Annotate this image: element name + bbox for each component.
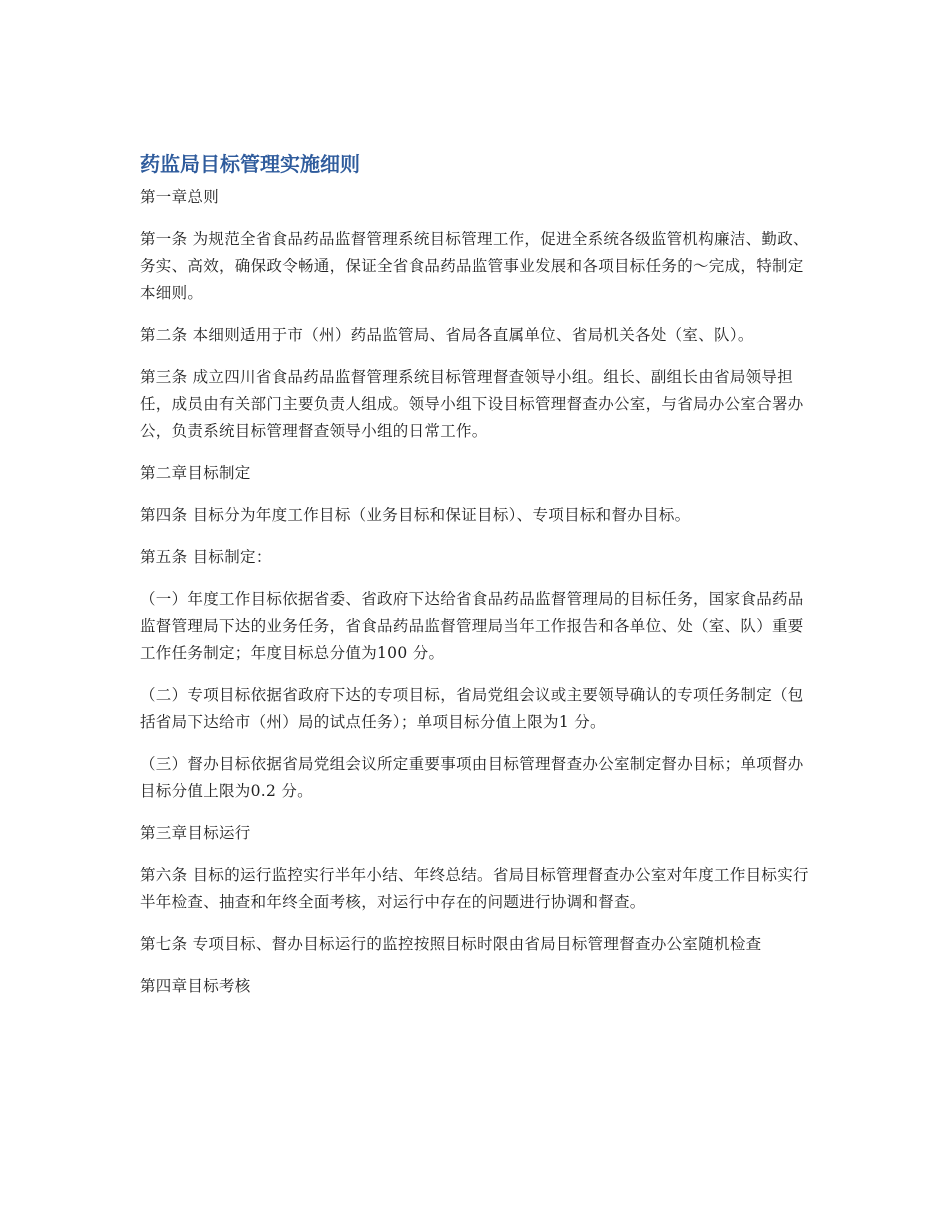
article-3: 第三条 成立四川省食品药品监督管理系统目标管理督查领导小组。组长、副组长由省局领导担任，成员由有关部门主要负责人组成。领导小组下设目标管理督查办公室，与省局办公室合署办公，负责系统目标管理督查领导小组的日常工作。 (140, 368, 804, 440)
article-4: 第四条 目标分为年度工作目标（业务目标和保证目标）、专项目标和督办目标。 (140, 506, 691, 524)
article-5-item-2: （二）专项目标依据省政府下达的专项目标，省局党组会议或主要领导确认的专项任务制定（包括省局下达给市（州）局的试点任务）；单项目标分值上限为1 分。 (140, 686, 804, 731)
article-5: 第五条 目标制定： (140, 548, 272, 566)
chapter-heading-1: 第一章总则 (140, 188, 220, 206)
article-1: 第一条 为规范全省食品药品监督管理系统目标管理工作，促进全系统各级监管机构廉洁、勤政、务实、高效，确保政令畅通，保证全省食品药品监管事业发展和各项目标任务的～完成，特制定本细则。 (140, 230, 809, 302)
chapter-heading-3: 第三章目标运行 (140, 824, 251, 842)
document-body (140, 150, 812, 1015)
article-7: 第七条 专项目标、督办目标运行的监控按照目标时限由省局目标管理督查办公室随机检查 (140, 935, 762, 953)
chapter-heading-4: 第四章目标考核 (140, 977, 251, 995)
article-6: 第六条 目标的运行监控实行半年小结、年终总结。省局目标管理督查办公室对年度工作目标实行半年检查、抽查和年终全面考核，对运行中存在的问题进行协调和督查。 (140, 866, 809, 911)
article-5-item-3: （三）督办目标依据省局党组会议所定重要事项由目标管理督查办公室制定督办目标；单项督办目标分值上限为0.2 分。 (140, 755, 804, 800)
article-5-item-1: （一）年度工作目标依据省委、省政府下达给省食品药品监督管理局的目标任务，国家食品药品监督管理局下达的业务任务，省食品药品监督管理局当年工作报告和各单位、处（室、队）重要工作任务制定；年度目标总分值为100 分。 (140, 590, 804, 662)
chapter-heading-2: 第二章目标制定 (140, 464, 251, 482)
article-2: 第二条 本细则适用于市（州）药品监管局、省局各直属单位、省局机关各处（室、队）。 (140, 326, 754, 344)
document-title: 药监局目标管理实施细则 (140, 152, 360, 176)
